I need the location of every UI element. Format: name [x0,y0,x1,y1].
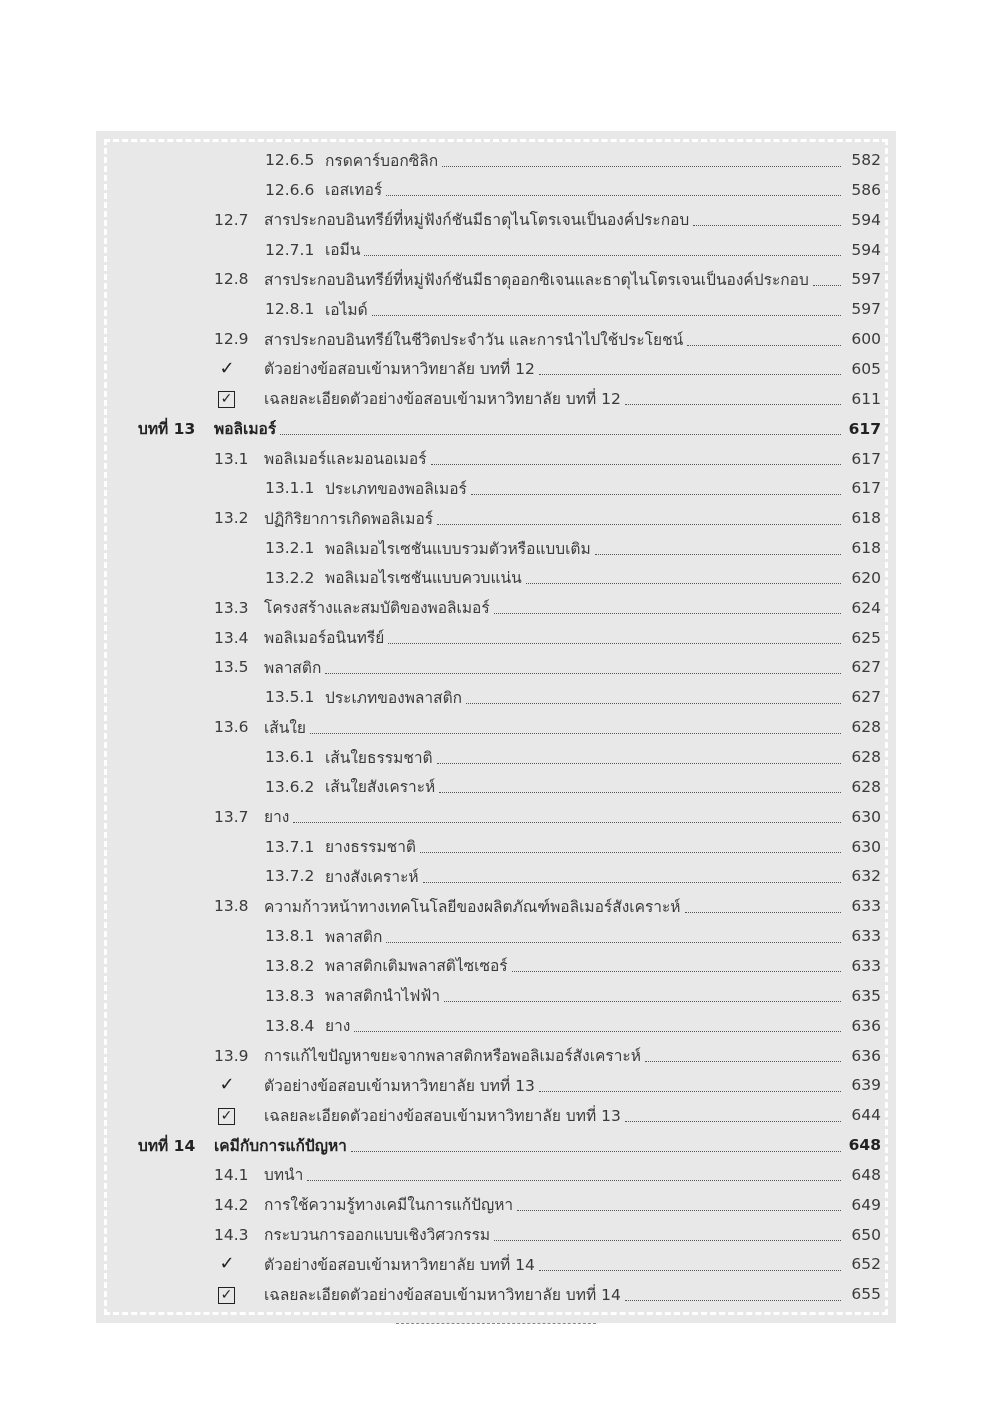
toc-entry-number: 13.7.2 [265,867,315,886]
toc-entry-number: 13.6 [214,718,249,737]
dot-leader [437,524,841,525]
dot-leader [444,1001,841,1002]
dot-leader [386,195,841,196]
dot-leader [539,1270,841,1271]
toc-entry-number: 12.6.5 [265,151,315,169]
toc-entry-page-number: 600 [851,330,881,349]
toc-entry[interactable] [265,1011,881,1041]
checkmark-icon: ✓ [219,1253,235,1275]
dot-leader [423,882,841,883]
toc-entry[interactable] [214,802,881,832]
toc-entry-number: 13.1 [214,449,249,468]
toc-entry-number: 12.8.1 [265,300,315,319]
dot-leader [354,1031,841,1032]
toc-entry-page-number: 632 [851,867,881,886]
dot-leader [280,434,841,435]
toc-entry[interactable] [218,1100,881,1130]
toc-entry-page-number: 594 [851,240,881,259]
toc-entry-page-number: 633 [851,927,881,946]
toc-entry[interactable] [214,1160,881,1190]
dot-leader [471,494,841,495]
toc-entry-title: ปฏิกิริยาการเกิดพอลิเมอร์ [264,509,434,528]
toc-entry-title: ประเภทของพอลิเมอร์ [325,479,467,498]
toc-entry-title: ตัวอย่างข้อสอบเข้ามหาวิทยาลัย บทที่ 14 [264,1255,535,1274]
toc-entry[interactable] [265,235,881,265]
toc-entry-page-number: 648 [851,1165,881,1184]
toc-entry-title: เอสเทอร์ [325,181,383,200]
toc-entry-page-number: 627 [851,658,881,677]
toc-entry-number: 13.8.2 [265,956,315,975]
toc-entry-number: 13.6.1 [265,748,315,766]
toc-entry-title: พอลิเมอไรเซชันแบบรวมตัวหรือแบบเติม [325,539,591,558]
toc-entry-title: เส้นใย [264,718,307,737]
toc-entry-number: 13.3 [214,598,249,617]
toc-entry[interactable] [214,623,881,653]
toc-entry-title: เคมีกับการแก้ปัญหา [214,1136,347,1155]
dot-leader [442,166,841,167]
toc-entry-page-number: 652 [851,1255,881,1274]
toc-entry[interactable] [218,354,881,384]
dot-leader [512,971,841,972]
toc-entry[interactable] [218,1249,881,1279]
toc-entry-title: การใช้ความรู้ทางเคมีในการแก้ปัญหา [264,1196,514,1215]
checked-box-icon: ✓ [218,391,235,408]
toc-entry[interactable] [214,1220,881,1250]
dot-leader [388,643,841,644]
toc-entry-number: 13.5.1 [265,688,315,707]
toc-entry-title: พลาสติก [325,927,383,946]
dot-leader [494,1240,841,1241]
dot-leader [364,255,841,256]
toc-entry-title: พลาสติกเติมพลาสติไซเซอร์ [325,957,508,976]
toc-entry-title: พลาสติก [264,658,322,677]
dot-leader [517,1210,841,1211]
toc-entry-number: 12.9 [214,330,249,349]
dot-leader [625,1300,841,1301]
toc-entry-title: กระบวนการออกแบบเชิงวิศวกรรม [264,1226,491,1245]
toc-entry-page-number: 633 [851,956,881,975]
toc-entry-title: ยางสังเคราะห์ [325,867,419,886]
toc-entry-number: 13.9 [214,1046,249,1065]
toc-entry-title: สารประกอบอินทรีย์ที่หมู่ฟังก์ชันมีธาตุออกซิเจนและธาตุไนโตรเจนเป็นองค์ประกอบ [264,270,809,289]
toc-entry[interactable] [265,951,881,981]
toc-entry[interactable] [265,473,881,503]
toc-entry-title: ยางธรรมชาติ [325,838,416,857]
dot-leader [685,912,841,913]
toc-entry-title: การแก้ไขปัญหาขยะจากพลาสติกหรือพอลิเมอร์สังเคราะห์ [264,1047,641,1065]
toc-entry-number: 13.8.1 [265,927,315,946]
toc-entry-page-number: 582 [851,151,881,169]
toc-entry-title: เอมีน [325,241,361,260]
toc-entry[interactable] [214,264,881,294]
toc-entry-page-number: 639 [851,1076,881,1095]
toc-entry-page-number: 620 [851,568,881,587]
dot-leader [813,285,841,286]
toc-entry[interactable] [218,384,881,414]
dot-leader [431,464,841,465]
toc-entry-number: 14.3 [214,1225,249,1244]
toc-entry-title: เฉลยละเอียดตัวอย่างข้อสอบเข้ามหาวิทยาลัย บทที่ 14 [264,1285,621,1304]
toc-entry[interactable] [265,682,881,712]
toc-entry-page-number: 636 [851,1016,881,1035]
toc-entry-number: 13.5 [214,658,249,677]
toc-entry-page-number: 628 [851,748,881,766]
toc-entry-number: 13.2.2 [265,568,315,587]
toc-entry-number: 13.8.4 [265,1016,315,1035]
dot-leader [625,404,841,405]
toc-entry[interactable] [214,324,881,354]
toc-entry-page-number: 635 [851,986,881,1005]
dot-leader [539,374,841,375]
toc-entry-icon-slot [218,1106,264,1125]
toc-entry[interactable] [265,981,881,1011]
toc-entry-icon-slot [218,1285,264,1304]
toc-chapter-entry[interactable] [138,1130,881,1160]
toc-entry-number: 13.8 [214,897,249,916]
toc-entry-number: 12.8 [214,270,249,289]
toc-entry-page-number: 628 [851,777,881,796]
toc-entry-number: 14.2 [214,1195,249,1214]
toc-entry-title: ประเภทของพลาสติก [325,688,463,707]
toc-entry-page-number: 594 [851,210,881,229]
dot-leader [325,673,841,674]
toc-entry[interactable] [214,652,881,682]
toc-entry[interactable] [214,205,881,235]
dot-leader [439,792,841,793]
toc-entry-icon-slot [218,1255,264,1273]
toc-entry-title: พอลิเมอร์และมอนอเมอร์ [264,450,427,468]
toc-entry-page-number: 633 [851,897,881,916]
dot-leader [625,1121,841,1122]
toc-entry-title: ความก้าวหน้าทางเทคโนโลยีของผลิตภัณฑ์พอลิเมอร์สังเคราะห์ [264,897,681,916]
toc-entry-title: โครงสร้างและสมบัติของพอลิเมอร์ [264,599,490,618]
toc-entry-page-number: 597 [851,300,881,319]
toc-entry-number: บทที่ 14 [138,1136,196,1155]
toc-entry-icon-slot [218,357,264,379]
toc-entry-number: บทที่ 13 [138,420,196,439]
dot-leader [307,1180,841,1181]
dot-leader [693,225,841,226]
checked-box-icon: ✓ [218,1108,235,1125]
toc-entry-number: 14.1 [214,1165,249,1184]
toc-entry[interactable] [265,921,881,951]
toc-entry-title: ตัวอย่างข้อสอบเข้ามหาวิทยาลัย บทที่ 13 [264,1076,535,1095]
dot-leader [466,703,841,704]
toc-entry-title: พอลิเมอร์อนินทรีย์ [264,629,385,648]
toc-entry[interactable] [265,145,881,175]
toc-entry-title: เอไมด์ [325,300,368,319]
dot-leader [437,763,841,764]
toc-entry-title: เส้นใยธรรมชาติ [325,748,433,767]
toc-entry[interactable] [265,742,881,772]
toc-entry[interactable] [265,772,881,802]
toc-entry-page-number: 618 [851,539,881,558]
toc-entry-title: พอลิเมอร์ [214,420,277,439]
toc-entry-page-number: 630 [851,837,881,856]
toc-entry-page-number: 630 [851,807,881,826]
dot-leader [595,554,841,555]
toc-entry-title: สารประกอบอินทรีย์ในชีวิตประจำวัน และการนำไปใช้ประโยชน์ [264,330,684,349]
dot-leader [351,1151,841,1152]
checkmark-icon: ✓ [219,1074,235,1096]
toc-entry-page-number: 618 [851,509,881,528]
toc-entry-page-number: 627 [851,688,881,707]
toc-entry[interactable] [214,891,881,921]
toc-entry[interactable] [214,503,881,533]
toc-entry-page-number: 597 [851,270,881,289]
toc-entry-number: 13.7.1 [265,837,315,856]
toc-entry[interactable] [214,712,881,742]
toc-entry-number: 13.7 [214,807,249,826]
toc-entry-title: บทนำ [264,1166,304,1185]
dot-leader [494,613,841,614]
toc-entry-page-number: 617 [848,419,881,438]
toc-entry-title: เฉลยละเอียดตัวอย่างข้อสอบเข้ามหาวิทยาลัย บทที่ 13 [264,1106,621,1125]
toc-entry-number: 12.7 [214,210,249,229]
dot-leader [420,852,841,853]
toc-entry-page-number: 611 [851,389,881,408]
toc-entry-number: 12.6.6 [265,180,315,199]
toc-entry-page-number: 617 [851,479,881,498]
toc-entry[interactable] [265,861,881,891]
toc-entry-number: 13.2 [214,509,249,528]
toc-chapter-entry[interactable] [138,414,881,444]
toc-entry-title: เฉลยละเอียดตัวอย่างข้อสอบเข้ามหาวิทยาลัย บทที่ 12 [264,390,621,409]
toc-entry-page-number: 628 [851,718,881,737]
toc-entry-number: 13.1.1 [265,479,315,498]
toc-entry-title: สารประกอบอินทรีย์ที่หมู่ฟังก์ชันมีธาตุไนโตรเจนเป็นองค์ประกอบ [264,211,690,230]
toc-entry-title: ยาง [264,808,290,827]
toc-entry[interactable] [214,444,881,474]
checked-box-icon: ✓ [218,1287,235,1304]
toc-entry-page-number: 655 [851,1285,881,1304]
dot-leader [539,1091,841,1092]
toc-entry-title: ยาง [325,1017,351,1036]
toc-entry-page-number: 617 [851,449,881,468]
toc-entry[interactable] [265,563,881,593]
footer-divider [396,1323,596,1324]
toc-entry-page-number: 636 [851,1046,881,1065]
toc-entry-page-number: 650 [851,1225,881,1244]
toc-entry-page-number: 644 [851,1106,881,1125]
toc-entry[interactable] [214,593,881,623]
toc-entry-page-number: 649 [851,1195,881,1214]
toc-entry-page-number: 605 [851,359,881,378]
toc-entry[interactable] [214,1041,881,1071]
toc-entry-number: 13.2.1 [265,539,315,558]
toc-entry-icon-slot [218,389,264,408]
toc-entry-number: 13.4 [214,628,249,647]
toc-entry[interactable] [265,832,881,862]
toc-entry[interactable] [265,294,881,324]
dot-leader [372,315,841,316]
toc-entry[interactable] [214,1190,881,1220]
toc-entry-page-number: 624 [851,598,881,617]
toc-entry-title: พลาสติกนำไฟฟ้า [325,987,441,1006]
toc-entry-page-number: 625 [851,628,881,647]
checkmark-icon: ✓ [219,357,235,379]
toc-entry-page-number: 586 [851,180,881,199]
toc-entry-title: ตัวอย่างข้อสอบเข้ามหาวิทยาลัย บทที่ 12 [264,360,535,379]
toc-entry[interactable] [265,533,881,563]
toc-entry-number: 13.6.2 [265,777,315,796]
toc-entry-title: กรดคาร์บอกซิลิก [325,151,439,170]
toc-entry-icon-slot [218,1076,264,1094]
dot-leader [310,733,841,734]
dot-leader [526,583,841,584]
dot-leader [386,942,841,943]
dot-leader [645,1061,841,1062]
toc-entry[interactable] [265,175,881,205]
toc-entry-number: 13.8.3 [265,986,315,1005]
dot-leader [687,345,841,346]
toc-entry-title: พอลิเมอไรเซชันแบบควบแน่น [325,569,522,588]
toc-entry-number: 12.7.1 [265,240,315,259]
toc-entry-title: เส้นใยสังเคราะห์ [325,778,436,797]
toc-entry-page-number: 648 [848,1136,881,1155]
toc-entry[interactable] [218,1279,881,1309]
toc-entry[interactable] [218,1070,881,1100]
dot-leader [293,822,841,823]
